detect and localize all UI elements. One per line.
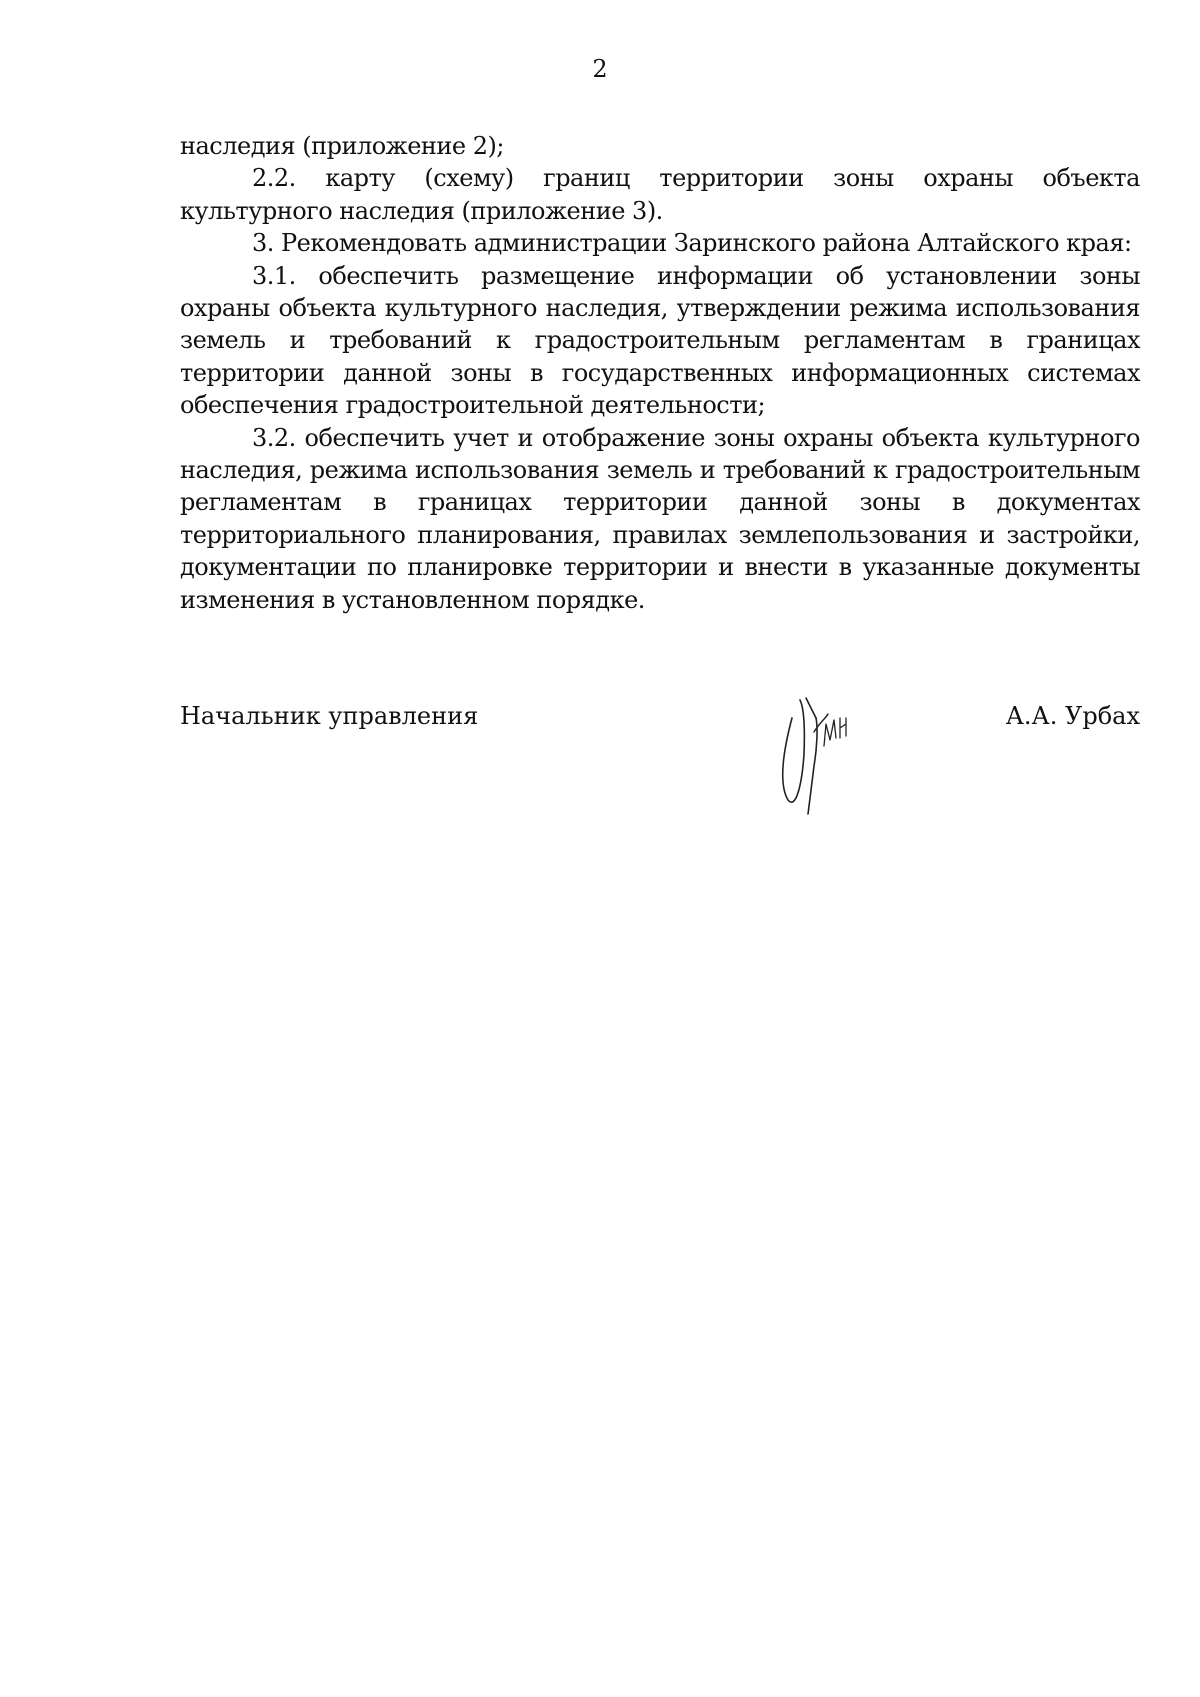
paragraph-item-2-2: 2.2. карту (схему) границ территории зоны охраны объекта культурного наследия (приложение 3). <box>180 164 1140 225</box>
signer-position: Начальник управления <box>180 702 479 730</box>
paragraph-item-3: 3. Рекомендовать администрации Заринского района Алтайского края: <box>252 229 1132 258</box>
paragraph-item-3-2: 3.2. обеспечить учет и отображение зоны охраны объекта культурного наследия, режима использования земель и требований к градостроительным регламентам в границах территории данной зоны в документах территориального планирования, правилах землепользования и застройки, документации по планировке территории и внести в указанные документы изменения в установленном порядке. <box>180 423 1140 614</box>
document-body <box>180 130 1140 616</box>
paragraph-continuation: наследия (приложение 2); <box>180 132 504 160</box>
paragraph-item-3-1: 3.1. обеспечить размещение информации об установлении зоны охраны объекта культурного наследия, утверждении режима использования земель и требований к градостроительным регламентам в границах территории данной зоны в государственных информационных системах обеспечения градостроительной деятельности; <box>180 261 1140 420</box>
signer-name: А.А. Урбах <box>1005 702 1140 730</box>
signature-block <box>180 700 1140 820</box>
page-number: 2 <box>592 55 608 83</box>
handwritten-signature <box>770 688 880 818</box>
